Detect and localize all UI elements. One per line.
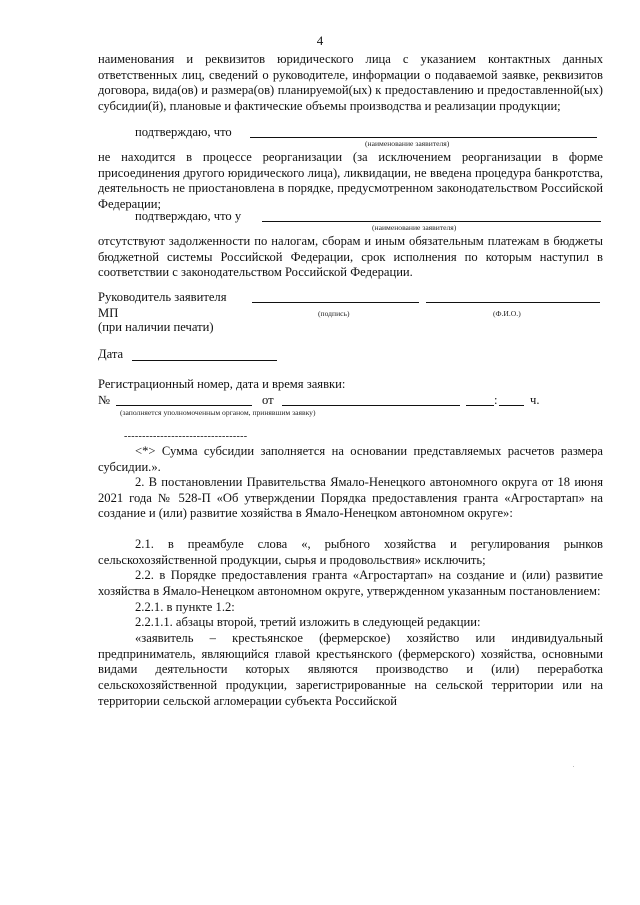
applicant-name-line-1 [250, 137, 597, 138]
confirm-reorganization-label-row [98, 125, 603, 141]
registration-hour-line [466, 405, 494, 406]
item-2-2: 2.2. в Порядке предоставления гранта «Агростартап» на создание и (или) развитие хозяйства в Ямало-Ненецком автономном округе, утвержденном указанным постановлением: [98, 568, 603, 598]
quoted-definition: «заявитель – крестьянское (фермерское) хозяйство или индивидуальный предприниматель, являющийся главой крестьянского (фермерского) хозяйства, основными видами деятельности которых являются производство и (или) переработка сельскохозяйственной продукции, зарегистрированные на сельской территории или на территории сельской агломерации субъекта Российской [98, 631, 603, 708]
registration-colon: : [494, 393, 498, 407]
applicant-name-line-2 [262, 221, 601, 222]
registration-caption: (заполняется уполномоченным органом, принявшим заявку) [120, 408, 316, 417]
confirm-no-debts-label-row [98, 209, 603, 225]
head-signature-row [98, 290, 603, 306]
applicant-name-caption-1: (наименование заявителя) [365, 139, 450, 148]
registration-number-line [116, 405, 252, 406]
head-label: Руководитель заявителя [98, 290, 227, 304]
item-2: 2. В постановлении Правительства Ямало-Ненецкого автономного округа от 18 июня 2021 года № 528-П «Об утверждении Порядка предоставления гранта «Агростартап» на создание и (или) развитие хозяйства в Ямало-Ненецком автономном округе»: [98, 475, 603, 521]
footnote-separator: ---------------------------------- [124, 431, 248, 442]
mp-label: МП [98, 306, 119, 320]
confirm-no-debts-label: подтверждаю, что у [135, 209, 242, 223]
registration-fields-row [98, 393, 603, 409]
item-2-1: 2.1. в преамбуле слова «, рыбного хозяйства и регулирования рынков сельскохозяйственной продукции, сырья и продовольствия» исключить; [98, 537, 603, 567]
item-2-2-1: 2.2.1. в пункте 1.2: [135, 600, 235, 614]
fio-line [426, 302, 600, 303]
registration-hours-label: ч. [530, 393, 540, 407]
registration-hours-wrap [530, 393, 539, 409]
signature-line [252, 302, 419, 303]
seal-note-row [98, 320, 603, 336]
fio-caption: (Ф.И.О.) [493, 309, 521, 318]
seal-note: (при наличии печати) [98, 320, 214, 334]
confirm-reorganization-label: подтверждаю, что [135, 125, 232, 139]
scan-speck [573, 766, 574, 767]
item-2-2-1-1: 2.2.1.1. абзацы второй, третий изложить в следующей редакции: [135, 615, 481, 629]
registration-from-label: от [262, 393, 274, 407]
page-number: 4 [316, 33, 324, 48]
registration-title: Регистрационный номер, дата и время заявки: [98, 377, 346, 391]
registration-colon-wrap [494, 393, 498, 409]
date-line [132, 360, 277, 361]
paragraph-no-reorganization: не находится в процессе реорганизации (за исключением реорганизации в форме присоединения другого юридического лица), ликвидации, не введена процедура банкротства, деятельность не приостановлена в порядке, предусмотренном законодательством Российской Федерации; [98, 150, 603, 212]
registration-number-label: № [98, 393, 111, 407]
paragraph-no-debts: отсутствуют задолженности по налогам, сборам и иным обязательным платежам в бюджеты бюджетной системы Российской Федерации, срок исполнения по которым наступил в соответствии с законодательством Российской Федерации. [98, 234, 603, 280]
registration-from-wrap [262, 393, 274, 409]
footnote: <*> Сумма субсидии заполняется на основании представляемых расчетов размера субсидии.». [98, 444, 603, 474]
applicant-name-caption-2: (наименование заявителя) [372, 223, 457, 232]
registration-minute-line [499, 405, 524, 406]
registration-date-line [282, 405, 460, 406]
signature-caption: (подпись) [318, 309, 350, 318]
date-label: Дата [98, 347, 124, 361]
registration-title-row [98, 377, 603, 393]
paragraph-applicant-details: наименования и реквизитов юридического лица с указанием контактных данных ответственных лиц, сведений о руководителе, информации о подаваемой заявке, реквизитов договора, вида(ов) и размера(ов) планируемой(ых) к предоставлению и предоставленной(ых) субсидии(й), плановые и фактические объемы производства и реализации продукции; [98, 52, 603, 114]
